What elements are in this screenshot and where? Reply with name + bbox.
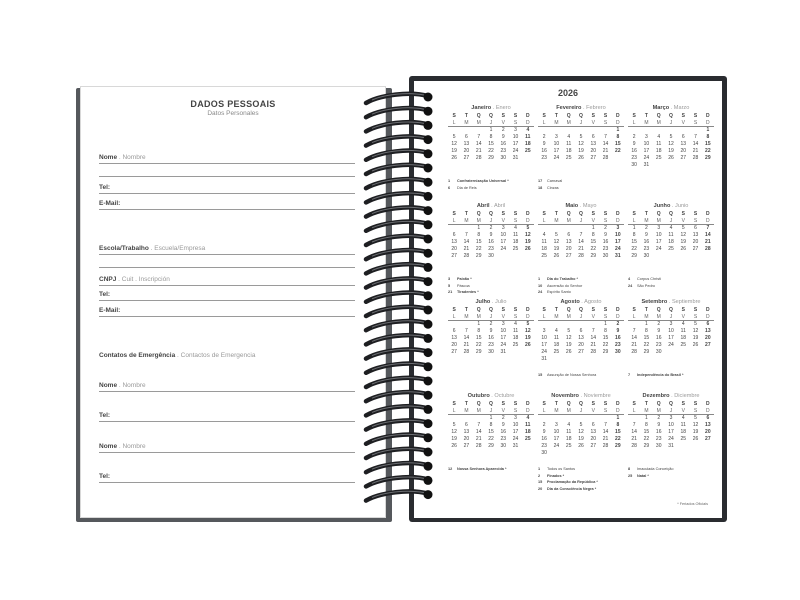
binding-ring	[366, 192, 433, 203]
page-subtitle: Datos Personales	[207, 110, 259, 117]
holiday-entry: 15 Assunção de Nossa Senhora	[538, 373, 597, 377]
tel-field-2: Tel:	[99, 291, 355, 298]
holiday-entry: 15 Proclamação da República *	[538, 480, 598, 484]
binding-ring	[366, 362, 433, 373]
binding-ring	[366, 476, 433, 487]
binding-ring	[366, 93, 433, 104]
month-name: Março . Marzo	[652, 105, 690, 111]
holiday-entry: 2 Finados *	[538, 473, 565, 478]
month-name: Outubro . Octubre	[467, 393, 515, 399]
tel-field: Tel:	[99, 184, 355, 191]
holiday-entry: 12 Nossa Senhora Aparecida *	[448, 467, 507, 471]
binding-ring	[366, 277, 433, 288]
month-calendar: Outubro . Octubre S T Q Q S S D L M M J V S D 1 2 3 4 5 6 7 8 9 10 11 12 13 14 15 16 17 18 19 20 21 22 23 24 25 26 27 28 29 30 31	[448, 393, 534, 450]
month-calendar: Março . Marzo S T Q Q S S D L M M J V S D 1 2 3 4 5 6 7 8 9 10 11 12 13 14 15 16 17 18 19 20 21 22 23 24 25 26 27 28 29 30 31	[628, 105, 714, 169]
binding-ring	[366, 306, 433, 317]
footnote: * Feriados Oficiais	[677, 502, 708, 506]
page-title: DADOS PESSOAIS	[190, 99, 276, 109]
binding-ring	[366, 263, 433, 274]
month-name: Junho . Junio	[653, 203, 689, 209]
binding-ring	[366, 107, 433, 118]
binding-ring	[366, 462, 433, 473]
holiday-entry: 1 Dia do Trabalho *	[538, 277, 579, 281]
emergency-contacts-label: Contatos de Emergência . Contactos de Emergencia	[99, 352, 256, 359]
month-calendar: Abril . Abril S T Q Q S S D L M M J V S D 1 2 3 4 5 6 7 8 9 10 11 12 13 14 15 16 17 18 19 20 21 22 23 24 25 26 27 28 29 30	[448, 203, 534, 260]
month-calendar: Junho . Junio S T Q Q S S D L M M J V S D 1 2 3 4 5 6 7 8 9 10 11 12 13 14 15 16 17 18 19 20 21 22 23 24 25 26 27 28 29 30	[628, 203, 714, 260]
emergency-tel-field-2: Tel:	[99, 473, 355, 480]
binding-ring	[366, 334, 433, 345]
month-name: Fevereiro . Febrero	[556, 105, 606, 111]
holiday-entry: 6 Dia de Reis	[448, 185, 477, 190]
holiday-entry: 20 Dia da Consciência Negra *	[538, 486, 597, 491]
holiday-entry: 1 Todos os Santos	[538, 467, 576, 471]
binding-ring	[366, 377, 433, 388]
holiday-entry: 3 Paixão *	[448, 277, 472, 281]
month-calendar: Fevereiro . Febrero S T Q Q S S D L M M J V S D 1 2 3 4 5 6 7 8 9 10 11 12 13 14 15 16 17 18 19 20 21 22 23 24 25 26 27 28	[538, 105, 624, 162]
binding-ring	[366, 249, 433, 260]
holiday-entry: 10 Ascensão do Senhor	[538, 283, 583, 288]
holiday-entry: 5 Páscoa	[448, 283, 470, 288]
holiday-entry: 21 Tiradentes *	[448, 290, 479, 294]
binding-ring	[366, 135, 433, 146]
holiday-entry: 7 Independência do Brasil *	[628, 373, 684, 377]
month-calendar: Janeiro . Enero S T Q Q S S D L M M J V S D 1 2 3 4 5 6 7 8 9 10 11 12 13 14 15 16 17 18 19 20 21 22 23 24 25 26 27 28 29 30 31	[448, 105, 534, 162]
month-name: Maio . Mayo	[565, 203, 597, 209]
holiday-entry: 17 Carnaval	[538, 179, 563, 183]
month-calendar: Julho . Julio S T Q Q S S D L M M J V S D 1 2 3 4 5 6 7 8 9 10 11 12 13 14 15 16 17 18 19 20 21 22 23 24 25 26 27 28 29 30 31	[448, 299, 534, 356]
binding-ring	[366, 235, 433, 246]
month-name: Janeiro . Enero	[471, 105, 511, 111]
binding-ring	[366, 220, 433, 231]
binding-ring	[366, 149, 433, 160]
cnpj-field: CNPJ . Cuit . Inscripción	[99, 276, 355, 283]
binding-ring	[366, 206, 433, 217]
name-field: Nome . Nombre	[99, 154, 355, 161]
month-name: Novembro . Noviembre	[551, 393, 611, 399]
binding-ring	[366, 490, 433, 501]
holiday-entry: 25 Natal *	[628, 473, 649, 478]
month-calendar: Setembro . Septiembre S T Q Q S S D L M M J V S D 1 2 3 4 5 6 7 8 9 10 11 12 13 14 15 16 17 18 19 20 21 22 23 24 25 26 27 28 29 30	[628, 299, 714, 356]
calendar-year: 2026	[557, 88, 579, 98]
emergency-tel-field-1: Tel:	[99, 412, 355, 419]
holiday-entry: 4 Corpus Christi	[628, 277, 662, 281]
month-name: Agosto . Agosto	[560, 299, 602, 305]
month-name: Abril . Abril	[476, 203, 506, 209]
binding-ring	[366, 291, 433, 302]
holiday-entry: 24 São Pedro	[628, 283, 655, 288]
holiday-entry: 1 Confraternização Universal *	[448, 179, 509, 183]
month-name: Julho . Julio	[475, 299, 507, 305]
binding-ring	[366, 121, 433, 131]
binding-ring	[366, 348, 433, 359]
month-calendar: Maio . Mayo S T Q Q S S D L M M J V S D 1 2 3 4 5 6 7 8 9 10 11 12 13 14 15 16 17 18 19 20 21 22 23 24 25 26 27 28 29 30 31	[538, 203, 624, 260]
email-field-2: E-Mail:	[99, 307, 355, 314]
binding-ring	[366, 405, 433, 416]
binding-ring	[366, 433, 433, 444]
month-name: Dezembro . Diciembre	[642, 393, 700, 399]
holiday-entry: 24 Espírito Santo	[538, 290, 571, 294]
month-calendar: Agosto . Agosto S T Q Q S S D L M M J V S D 1 2 3 4 5 6 7 8 9 10 11 12 13 14 15 16 17 18 19 20 21 22 23 24 25 26 27 28 29 30 31	[538, 299, 624, 363]
emergency-name-field-2: Nome . Nombre	[99, 443, 355, 450]
emergency-name-field-1: Nome . Nombre	[99, 382, 355, 389]
binding-ring	[366, 448, 433, 459]
binding-ring	[366, 419, 433, 430]
month-calendar: Novembro . Noviembre S T Q Q S S D L M M J V S D 1 2 3 4 5 6 7 8 9 10 11 12 13 14 15 16 17 18 19 20 21 22 23 24 25 26 27 28 29 30	[538, 393, 624, 457]
month-calendar: Dezembro . Diciembre S T Q Q S S D L M M J V S D 1 2 3 4 5 6 7 8 9 10 11 12 13 14 15 16 17 18 19 20 21 22 23 24 25 26 27 28 29 30 31	[628, 393, 714, 450]
holiday-entry: 8 Imaculada Conceição	[628, 467, 674, 471]
binding-ring	[366, 391, 433, 402]
binding-ring	[366, 164, 433, 175]
binding-ring	[366, 178, 433, 189]
email-field: E-Mail:	[99, 200, 355, 207]
holiday-entry: 18 Cinzas	[538, 185, 559, 190]
month-name: Setembro . Septiembre	[641, 299, 701, 305]
school-work-field: Escola/Trabalho . Escuela/Empresa	[99, 245, 355, 252]
binding-ring	[366, 320, 433, 331]
